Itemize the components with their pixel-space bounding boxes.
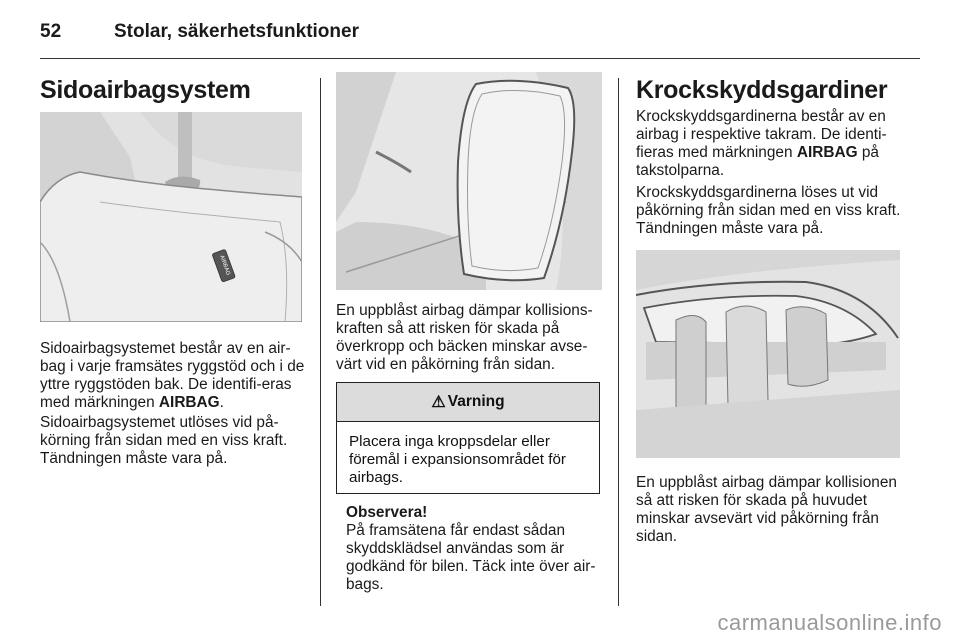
col1-paragraph-2: Sidoairbagsystemet utlöses vid på-körning från sidan med en viss kraft. Tändningen måste vara på. (40, 414, 288, 467)
col1-paragraph-1: Sidoairbagsystemet består av en air-bag i varje framsätes ryggstöd och i de yttre ryggstöden bak. De identifi-eras med märkningen AIRBAG. (40, 340, 305, 411)
seat-airbag-deployed-image (336, 72, 602, 290)
seat-airbag-tag-label: AIRBAG (218, 254, 232, 277)
warning-label: Varning (447, 393, 505, 410)
sidoairbag-heading: Sidoairbagsystem (40, 76, 251, 104)
warning-triangle-icon: ⚠ (431, 394, 446, 411)
krockskydd-heading: Krockskyddsgardiner (636, 76, 888, 104)
page-header (40, 14, 920, 50)
column-divider-1 (320, 78, 321, 606)
warning-header (337, 383, 599, 422)
section-title-header: Stolar, säkerhetsfunktioner (114, 21, 359, 42)
col3-paragraph-1: Krockskyddsgardinerna består av en airbag i respektive takram. De identi-fieras med märkningen AIRBAG på takstolparna. (636, 108, 887, 179)
col3-paragraph-3: En uppblåst airbag dämpar kollisionen så att risken för skada på huvudet minskar avsevärt vid påkörning från sidan. (636, 474, 897, 545)
page-number: 52 (40, 21, 62, 42)
column-divider-2 (618, 78, 619, 606)
header-divider (40, 58, 920, 59)
warning-text: Placera inga kroppsdelar eller föremål i expansionsområdet för airbags. (349, 433, 566, 486)
note-text: På framsätena får endast sådan skyddsklädsel användas som är godkänd för bilen. Täck inte över air-bags. (346, 522, 596, 593)
watermark: carmanualsonline.info (717, 610, 942, 635)
seat-airbag-label-image (40, 112, 302, 322)
curtain-airbag-image (636, 250, 900, 458)
col2-paragraph-1: En uppblåst airbag dämpar kollisions-kraften så att risken för skada på överkropp och bäcken minskar avse-värt vid en påkörning från sidan. (336, 302, 593, 373)
warning-box (336, 382, 600, 494)
col3-paragraph-2: Krockskyddsgardinerna löses ut vid påkörning från sidan med en viss kraft. Tändningen måste vara på. (636, 184, 901, 237)
note-title: Observera! (346, 504, 428, 521)
